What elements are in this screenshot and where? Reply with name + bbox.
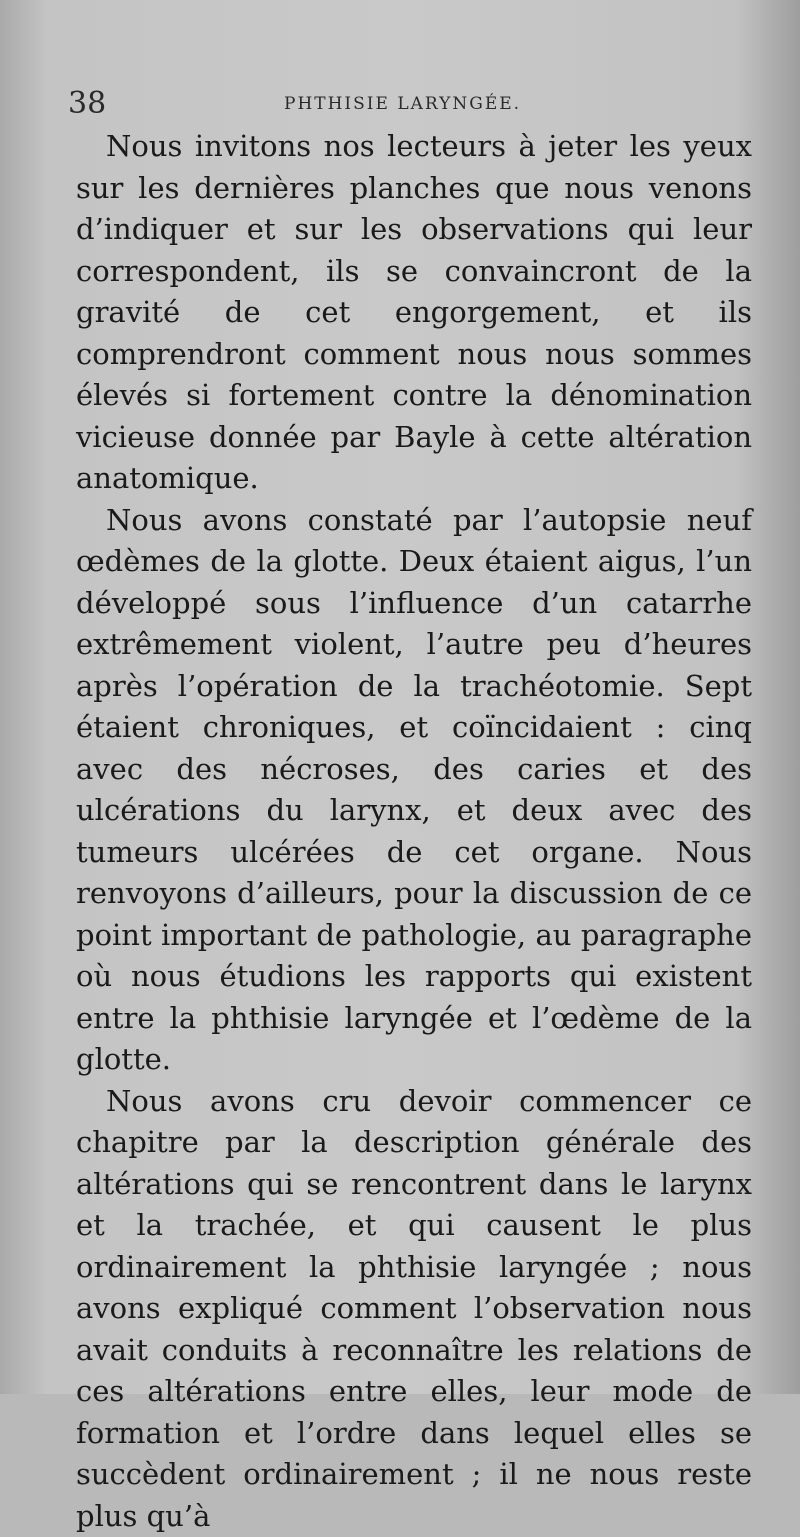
body-text	[76, 126, 752, 1537]
paragraph-1: Nous invitons nos lecteurs à jeter les yeux sur les dernières planches que nous venons d’indiquer et sur les observations qui leur correspondent, ils se convaincront de la gravité de cet engorgement, et ils comprendront comment nous nous sommes élevés si fortement contre la dénomination vicieuse donnée par Bayle à cette altération anatomique.	[76, 126, 752, 500]
running-title: PHTHISIE LARYNGÉE.	[284, 94, 521, 114]
paragraph-2: Nous avons constaté par l’autopsie neuf œdèmes de la glotte. Deux étaient aigus, l’un développé sous l’influence d’un catarrhe extrêmement violent, l’autre peu d’heures après l’opération de la trachéotomie. Sept étaient chroniques, et coïncidaient : cinq avec des nécroses, des caries et des ulcérations du larynx, et deux avec des tumeurs ulcérées de cet organe. Nous renvoyons d’ailleurs, pour la discussion de ce point important de pathologie, au paragraphe où nous étudions les rapports qui existent entre la phthisie laryngée et l’œdème de la glotte.	[76, 500, 752, 1081]
page-header	[68, 86, 740, 126]
paragraph-3: Nous avons cru devoir commencer ce chapitre par la description générale des altérations qui se rencontrent dans le larynx et la trachée, et qui causent le plus ordinairement la phthisie laryngée ; nous avons expliqué comment l’observation nous avait conduits à reconnaître les relations de ces altérations entre elles, leur mode de formation et l’ordre dans lequel elles se succèdent ordinairement ; il ne nous reste plus qu’à	[76, 1081, 752, 1537]
page-number: 38	[68, 86, 106, 121]
